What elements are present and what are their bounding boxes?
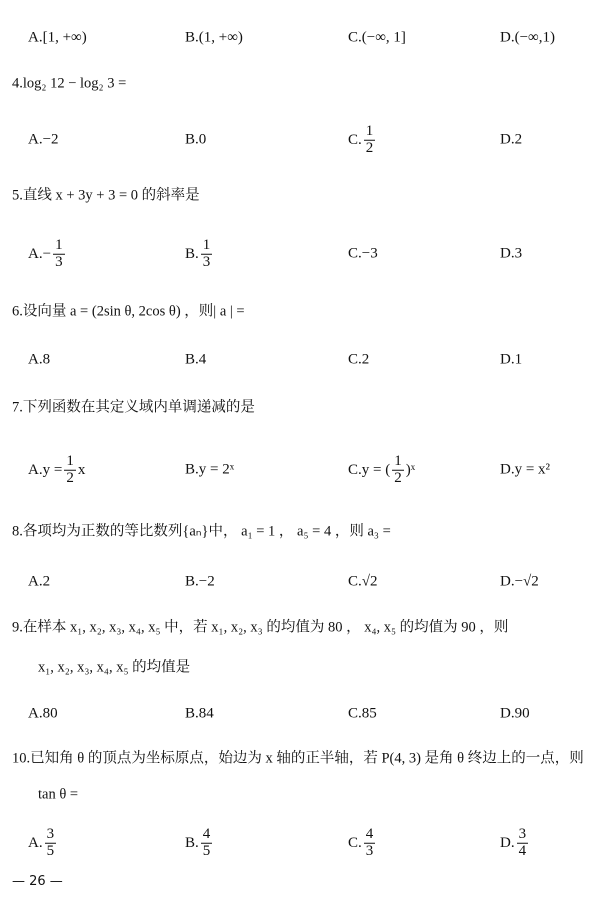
option-text: (−∞,1) bbox=[514, 29, 555, 46]
answer-option bbox=[185, 462, 234, 479]
option-label: A. bbox=[28, 351, 43, 368]
option-text: 1 bbox=[514, 351, 523, 368]
option-label: C. bbox=[348, 461, 362, 478]
answer-option bbox=[348, 30, 406, 47]
answer-option bbox=[348, 454, 415, 487]
option-text: (−∞, 1] bbox=[361, 29, 406, 46]
option-text: 2 bbox=[42, 573, 51, 590]
answer-option bbox=[500, 462, 550, 479]
option-label: C. bbox=[348, 131, 362, 148]
answer-option bbox=[185, 238, 214, 271]
fraction bbox=[64, 454, 76, 487]
option-label: C. bbox=[348, 705, 362, 722]
denominator: 4 bbox=[518, 842, 527, 859]
answer-option bbox=[348, 246, 378, 263]
answer-option bbox=[185, 827, 214, 860]
answer-option bbox=[500, 30, 555, 47]
option-suffix: x bbox=[77, 461, 86, 478]
numerator: 1 bbox=[55, 236, 63, 253]
option-text: −3 bbox=[361, 245, 378, 262]
fraction bbox=[201, 238, 213, 271]
fraction bbox=[53, 238, 65, 271]
answer-option bbox=[28, 352, 50, 369]
answer-option bbox=[185, 574, 215, 591]
option-text: 85 bbox=[361, 705, 377, 722]
option-prefix: − bbox=[42, 245, 52, 262]
option-label: D. bbox=[500, 245, 515, 262]
numerator: 1 bbox=[365, 122, 374, 139]
answer-option bbox=[348, 352, 369, 369]
option-label: C. bbox=[348, 245, 362, 262]
numerator: 3 bbox=[518, 825, 527, 842]
option-text: y = x² bbox=[514, 461, 551, 478]
option-label: A. bbox=[28, 29, 43, 46]
option-label: C. bbox=[348, 351, 362, 368]
answer-option bbox=[348, 124, 377, 157]
question-text: 10.已知角 θ 的顶点为坐标原点，始边为 x 轴的正半轴，若 P(4, 3) 是角 θ 终边上的一点，则 bbox=[12, 750, 584, 767]
option-text: 3 bbox=[514, 245, 523, 262]
answer-option bbox=[185, 352, 206, 369]
option-label: B. bbox=[185, 351, 199, 368]
numerator: 4 bbox=[365, 825, 374, 842]
option-text: y = 2ˣ bbox=[198, 461, 235, 478]
option-text: 2 bbox=[514, 131, 523, 148]
answer-option bbox=[348, 827, 377, 860]
option-text: −2 bbox=[198, 573, 215, 590]
page-number: — 26 — bbox=[12, 874, 63, 889]
option-text: (1, +∞) bbox=[198, 29, 243, 46]
option-text: 80 bbox=[42, 705, 58, 722]
question-text: tan θ = bbox=[38, 786, 79, 803]
option-prefix: y = bbox=[42, 461, 63, 478]
option-text: 0 bbox=[198, 131, 207, 148]
option-label: D. bbox=[500, 573, 515, 590]
answer-option bbox=[185, 706, 214, 723]
fraction bbox=[392, 454, 404, 487]
option-label: A. bbox=[28, 131, 43, 148]
option-prefix: y = ( bbox=[361, 461, 391, 478]
question-text: 6.设向量 a = (2sin θ, 2cos θ) ，则| a | = bbox=[12, 303, 245, 320]
question-text: 8.各项均为正数的等比数列{aₙ}中， a₁ = 1 ， a₅ = 4 ，则 a₃ = bbox=[12, 523, 391, 540]
fraction bbox=[364, 124, 376, 157]
fraction bbox=[201, 827, 213, 860]
numerator: 1 bbox=[66, 452, 74, 469]
answer-option bbox=[500, 827, 530, 860]
option-label: B. bbox=[185, 834, 199, 851]
denominator: 3 bbox=[55, 253, 63, 270]
option-label: B. bbox=[185, 29, 199, 46]
option-label: A. bbox=[28, 573, 43, 590]
option-text: 4 bbox=[198, 351, 207, 368]
answer-option bbox=[28, 827, 58, 860]
option-text: −√2 bbox=[514, 573, 539, 590]
denominator: 2 bbox=[66, 469, 74, 486]
question-text: 7.下列函数在其定义域内单调递减的是 bbox=[12, 399, 255, 416]
answer-option bbox=[28, 454, 85, 487]
answer-option bbox=[28, 30, 87, 47]
option-label: B. bbox=[185, 573, 199, 590]
fraction bbox=[45, 827, 57, 860]
answer-option bbox=[185, 132, 206, 149]
option-text: 90 bbox=[514, 705, 530, 722]
question-text: x₁, x₂, x₃, x₄, x₅ 的均值是 bbox=[38, 659, 191, 676]
option-text: [1, +∞) bbox=[42, 29, 87, 46]
option-label: B. bbox=[185, 705, 199, 722]
answer-option bbox=[28, 238, 67, 271]
answer-option bbox=[28, 574, 50, 591]
option-label: D. bbox=[500, 705, 515, 722]
denominator: 2 bbox=[365, 139, 374, 156]
option-label: D. bbox=[500, 834, 515, 851]
option-label: D. bbox=[500, 131, 515, 148]
denominator: 5 bbox=[46, 842, 55, 859]
numerator: 1 bbox=[202, 236, 211, 253]
fraction bbox=[517, 827, 529, 860]
answer-option bbox=[185, 30, 243, 47]
answer-option bbox=[348, 706, 377, 723]
option-text: 8 bbox=[42, 351, 51, 368]
option-label: A. bbox=[28, 461, 43, 478]
option-label: B. bbox=[185, 245, 199, 262]
option-label: B. bbox=[185, 461, 199, 478]
numerator: 1 bbox=[394, 452, 402, 469]
answer-option bbox=[348, 574, 378, 591]
numerator: 4 bbox=[202, 825, 211, 842]
option-label: D. bbox=[500, 351, 515, 368]
option-text: 2 bbox=[361, 351, 370, 368]
fraction bbox=[364, 827, 376, 860]
option-label: A. bbox=[28, 705, 43, 722]
question-text: 9.在样本 x₁, x₂, x₃, x₄, x₅ 中，若 x₁, x₂, x₃ 的均值为 80 ， x₄, x₅ 的均值为 90 ，则 bbox=[12, 619, 509, 636]
answer-option bbox=[28, 132, 59, 149]
answer-option bbox=[500, 352, 522, 369]
option-label: D. bbox=[500, 461, 515, 478]
answer-option bbox=[500, 574, 539, 591]
answer-option bbox=[500, 706, 530, 723]
option-suffix: )ˣ bbox=[405, 461, 416, 478]
answer-option bbox=[28, 706, 58, 723]
option-label: C. bbox=[348, 573, 362, 590]
option-label: A. bbox=[28, 245, 43, 262]
option-label: C. bbox=[348, 29, 362, 46]
option-text: √2 bbox=[361, 573, 378, 590]
option-text: 84 bbox=[198, 705, 214, 722]
question-text: 4.log₂ 12 − log₂ 3 = bbox=[12, 75, 127, 92]
denominator: 3 bbox=[202, 253, 211, 270]
denominator: 5 bbox=[202, 842, 211, 859]
option-label: A. bbox=[28, 834, 43, 851]
option-text: −2 bbox=[42, 131, 59, 148]
numerator: 3 bbox=[46, 825, 55, 842]
option-label: C. bbox=[348, 834, 362, 851]
denominator: 3 bbox=[365, 842, 374, 859]
question-text: 5.直线 x + 3y + 3 = 0 的斜率是 bbox=[12, 187, 200, 204]
option-label: B. bbox=[185, 131, 199, 148]
denominator: 2 bbox=[394, 469, 402, 486]
answer-option bbox=[500, 132, 522, 149]
answer-option bbox=[500, 246, 522, 263]
option-label: D. bbox=[500, 29, 515, 46]
